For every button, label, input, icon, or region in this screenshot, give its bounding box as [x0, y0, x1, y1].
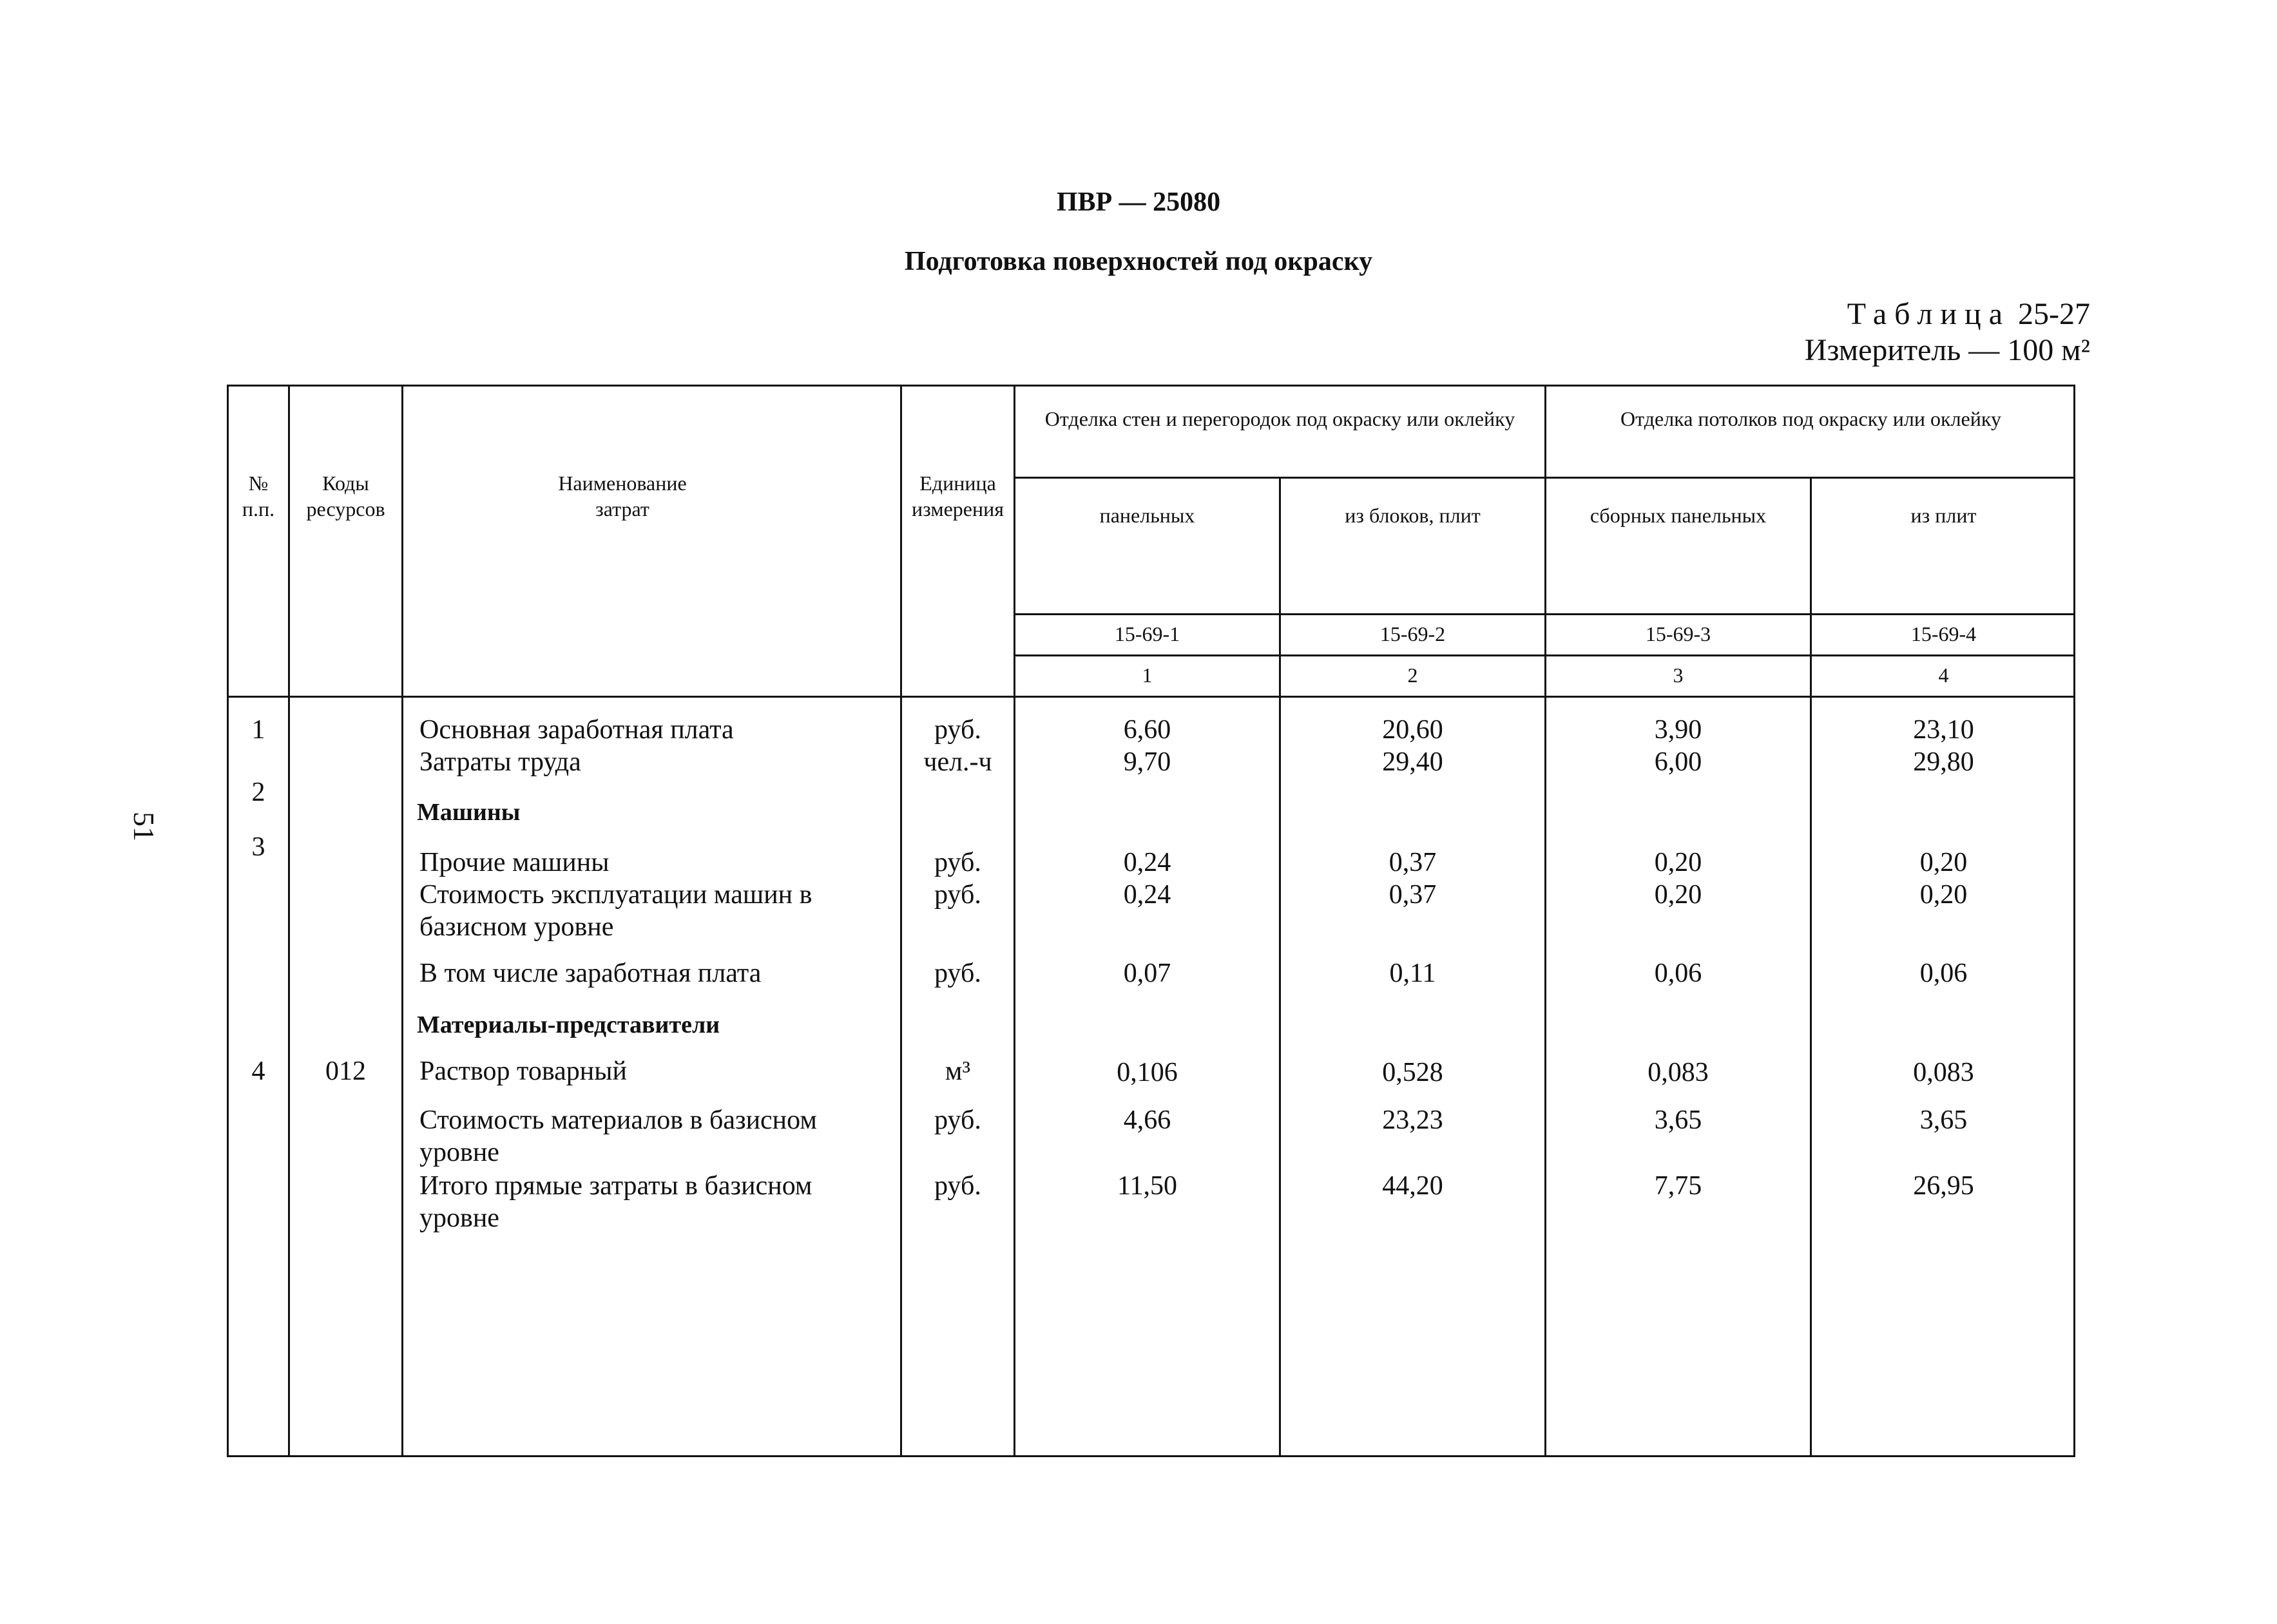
value-cell: 0,20: [1654, 848, 1702, 877]
value-cell: 0,06: [1919, 959, 1968, 988]
table-number: 25-27: [2018, 297, 2090, 331]
row-unit: руб.: [934, 959, 981, 988]
measure-unit: Измеритель — 100 м²: [1804, 333, 2090, 367]
row-name: Затраты труда: [419, 747, 581, 777]
value-cell: 0,24: [1123, 880, 1171, 910]
row-name: Раствор товарный: [419, 1056, 627, 1086]
row-name: Основная заработная плата: [419, 715, 734, 745]
value-cell: 3,65: [1919, 1105, 1968, 1135]
code-header-4: 15-69-4: [1910, 622, 1977, 645]
row-no: 4: [251, 1056, 265, 1086]
row-unit: руб.: [934, 848, 981, 877]
value-cell: 11,50: [1117, 1171, 1177, 1201]
value-cell: 4,66: [1123, 1105, 1171, 1135]
table-reference: [1805, 296, 2090, 368]
sub-header-3: сборных панельных: [1590, 504, 1767, 527]
row-no: 1: [251, 715, 265, 745]
col-header-codes: Коды ресурсов: [306, 472, 385, 521]
code-header-1: 15-69-1: [1114, 622, 1180, 645]
value-cell: 3,65: [1654, 1105, 1702, 1135]
value-cell: 20,60: [1382, 715, 1443, 745]
value-cell: 26,95: [1913, 1171, 1974, 1201]
value-cell: 23,23: [1382, 1105, 1443, 1135]
row-name: Прочие машины: [419, 848, 610, 877]
sub-header-1: панельных: [1099, 504, 1195, 527]
value-cell: 29,80: [1913, 747, 1974, 777]
row-no: 2: [251, 778, 265, 807]
row-unit: руб.: [934, 1171, 981, 1201]
col-group-walls: Отделка стен и перегородок под окраску или оклейку: [1044, 407, 1515, 430]
index-header-2: 2: [1407, 664, 1418, 687]
col-group-ceilings: Отделка потолков под окраску или оклейку: [1620, 407, 2001, 430]
value-cell: 23,10: [1913, 715, 1974, 745]
sub-header-2: из блоков, плит: [1345, 504, 1481, 527]
col-header-unit: Единица измерения: [912, 472, 1004, 521]
row-no: 3: [251, 832, 265, 862]
row-name: Стоимость эксплуатации машин в базисном уровне: [419, 880, 812, 942]
col-header-no: № п.п.: [242, 472, 275, 521]
value-cell: 0,528: [1382, 1058, 1443, 1087]
row-unit: руб.: [934, 715, 981, 745]
code-header-3: 15-69-3: [1645, 622, 1711, 645]
value-cell: 7,75: [1654, 1171, 1702, 1201]
value-cell: 0,20: [1919, 848, 1968, 877]
col-header-name: Наименование затрат: [558, 472, 687, 521]
value-cell: 0,06: [1654, 959, 1702, 988]
index-header-4: 4: [1938, 664, 1949, 687]
value-cell: 0,083: [1913, 1058, 1974, 1087]
value-cell: 6,00: [1654, 747, 1702, 777]
value-cell: 0,37: [1388, 880, 1437, 910]
index-header-3: 3: [1673, 664, 1684, 687]
value-cell: 0,106: [1117, 1058, 1178, 1087]
row-name: Итого прямые затраты в базисном уровне: [419, 1171, 812, 1233]
value-cell: 0,083: [1648, 1058, 1709, 1087]
value-cell: 0,37: [1388, 848, 1437, 877]
value-cell: 0,11: [1389, 959, 1436, 988]
value-cell: 0,20: [1654, 880, 1702, 910]
value-cell: 29,40: [1382, 747, 1443, 777]
value-cell: 6,60: [1123, 715, 1171, 745]
sub-header-4: из плит: [1910, 504, 1977, 527]
row-code: 012: [325, 1056, 366, 1086]
row-name: Стоимость материалов в базисном уровне: [419, 1105, 817, 1167]
value-cell: 0,24: [1123, 848, 1171, 877]
page-title: ПВР — 25080: [1056, 187, 1221, 217]
row-unit: руб.: [934, 1105, 981, 1135]
code-header-2: 15-69-2: [1379, 622, 1446, 645]
resource-table: [227, 385, 2075, 1457]
row-name: В том числе заработная плата: [419, 959, 762, 988]
row-unit: м³: [945, 1056, 971, 1086]
page-subtitle: Подготовка поверхностей под окраску: [904, 247, 1373, 276]
value-cell: 0,20: [1919, 880, 1968, 910]
section-heading: Материалы-представители: [417, 1011, 720, 1038]
row-unit: руб.: [934, 880, 981, 910]
page-number: 51: [128, 812, 160, 841]
value-cell: 0,07: [1123, 959, 1171, 988]
value-cell: 44,20: [1382, 1171, 1443, 1201]
table-label: Таблица: [1847, 297, 2011, 331]
section-heading: Машины: [417, 799, 521, 826]
value-cell: 9,70: [1123, 747, 1171, 777]
index-header-1: 1: [1142, 664, 1153, 687]
row-unit: чел.-ч: [923, 747, 992, 777]
value-cell: 3,90: [1654, 715, 1702, 745]
